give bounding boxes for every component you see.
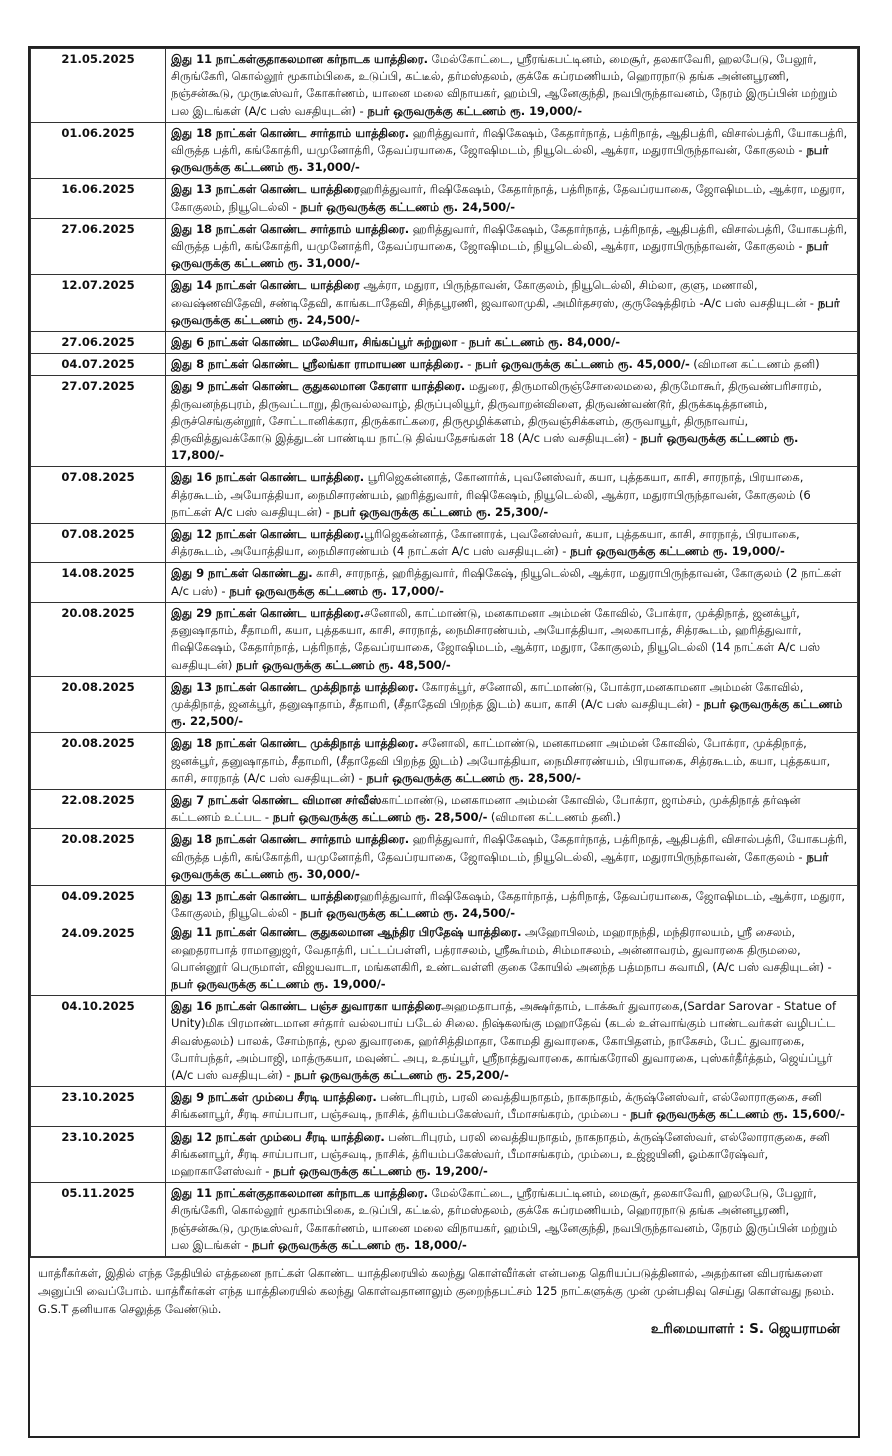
tour-places: பூரிஜெகன்னாத், கோனாரக், புவனேஸ்வர், கயா, புத்தகயா, காசி, சாரநாத், பிரயாகை, சித்ரகூடம், அயோத்தியா, நைமிசாரண்யம் (4 நாட்கள் A/c பஸ் வசதியுடன்) - <box>171 527 800 559</box>
tour-description-cell <box>166 996 858 1087</box>
tour-row <box>31 733 858 790</box>
tour-title: இது 12 நாட்கள் மும்பை சீரடி யாத்திரை. <box>171 1129 385 1144</box>
tour-title: இது 18 நாட்கள் கொண்ட சார்தாம் யாத்திரை. <box>171 125 410 140</box>
tour-places: ஹரித்துவார், ரிஷிகேஷம், கேதார்நாத், பத்ரிநாத், ஆதிபத்ரி, விசால்பத்ரி, யோகபத்ரி, விருத்த பத்ரி, கங்கோத்ரி, யமுனோத்ரி, தேவப்ரயாகை, ஜோஷிமடம், நியூடெல்லி, ஆக்ரா, மதுராபிருந்தாவன், கோகுலம் - <box>171 125 848 158</box>
tour-title: இது 18 நாட்கள் கொண்ட முக்திநாத் யாத்திரை. <box>171 736 419 751</box>
tour-row <box>31 179 858 218</box>
tour-description <box>171 565 852 599</box>
tour-date-cell <box>31 467 166 524</box>
tour-date-cell <box>31 49 166 123</box>
tour-title: இது 18 நாட்கள் கொண்ட சார்தாம் யாத்திரை. <box>171 221 410 236</box>
tour-date-cell <box>31 829 166 886</box>
tour-description-cell <box>166 1183 858 1257</box>
tour-row <box>31 1087 858 1126</box>
tour-fee: நபர் ஒருவருக்கு கட்டணம் ரூ. 19,000/- <box>171 976 386 991</box>
tour-row <box>31 996 858 1087</box>
tour-description <box>171 888 852 922</box>
tour-places: சனோலி, காட்மாண்டு, மனகாமனா அம்மன் கோவில், போக்ரா, முக்திநாத், ஜனக்பூர், தனுஷாதாம், சீதாமரி, கயா, புத்தகயா, காசி, சாரநாத், நைமிசாரண்யம், அயோத்தியா, அலகாபாத், சித்ரகூடம், ஹரித்துவார், ரிஷிகேஷம், கேதார்நாத், பத்ரிநாத், தேவப்ரயாகை, ஜோஷிமடம், ஆக்ரா, மதுரா, கோகுலம், நியூடெல்லி (14 நாட்கள் A/c பஸ் வசதியுடன்) <box>171 605 821 672</box>
tour-date-cell <box>31 563 166 602</box>
tour-date-cell <box>31 275 166 332</box>
tour-places: காட்மாண்டு, மனகாமனா அம்மன் கோவில், போக்ரா, ஜாம்சம், முக்திநாத் தர்ஷன் கட்டணம் உட்பட - <box>171 792 801 825</box>
tour-date-cell <box>31 122 166 179</box>
tour-title: இது 13 நாட்கள் கொண்ட யாத்திரை <box>171 182 360 197</box>
tour-row <box>31 885 858 995</box>
tour-description-cell <box>166 275 858 332</box>
tour-description-cell <box>166 563 858 602</box>
tour-description <box>171 998 852 1084</box>
tour-description <box>171 221 852 273</box>
tour-description-cell <box>166 524 858 563</box>
tour-date: 12.07.2025 <box>61 278 135 293</box>
tour-date: 01.06.2025 <box>61 125 135 140</box>
tour-date-cell <box>31 676 166 733</box>
tour-description <box>171 735 852 787</box>
tour-fee: நபர் ஒருவருக்கு கட்டணம் ரூ. 24,500/- <box>171 295 840 327</box>
tour-row <box>31 275 858 332</box>
tour-fee: நபர் ஒருவருக்கு கட்டணம் ரூ. 25,300/- <box>329 504 549 519</box>
tour-places: பண்டரிபுரம், பரலி வைத்தியநாதம், நாகநாதம், க்ருஷ்னேஸ்வர், எல்லோராகுகை, சனி சிங்கனாபூர், சீரடி சாய்பாபா, பஞ்சவடி, நாசிக், த்ரியம்பகேஸ்வர், பீமாசங்கரம், மும்பை - <box>171 1090 822 1122</box>
tour-places: - <box>457 335 465 350</box>
tour-date-cell <box>31 733 166 790</box>
tour-date: 07.08.2025 <box>61 527 135 542</box>
tour-title: இது 9 நாட்கள் மும்பை சீரடி யாத்திரை. <box>171 1090 377 1105</box>
tour-row <box>31 789 858 828</box>
tour-fee: நபர் ஒருவருக்கு கட்டணம் ரூ. 31,000/- <box>171 239 829 271</box>
tour-date-cell <box>31 354 166 376</box>
tour-schedule-sheet <box>28 46 860 1438</box>
tour-places: ஹரித்துவார், ரிஷிகேஷம், கேதார்நாத், பத்ரிநாத், ஆதிபத்ரி, விசால்பத்ரி, யோகபத்ரி, விருத்த பத்ரி, கங்கோத்ரி, யமுனோத்ரி, தேவப்ரயாகை, ஜோஷிமடம், நியூடெல்லி, ஆக்ரா, மதுராபிருந்தாவன், கோகுலம் - <box>171 832 848 864</box>
tour-description <box>171 125 852 177</box>
tour-description-cell <box>166 49 858 123</box>
tour-title: இது 18 நாட்கள் கொண்ட சார்தாம் யாத்திரை. <box>171 832 410 847</box>
tour-date: 14.08.2025 <box>61 566 135 581</box>
tour-description-cell <box>166 354 858 376</box>
tour-description-cell <box>166 376 858 467</box>
tour-description-cell <box>166 676 858 733</box>
tour-date: 16.06.2025 <box>61 182 135 197</box>
tour-row <box>31 1126 858 1183</box>
tour-title: இது 11 நாட்கள்குதாகலமான கர்நாடக யாத்திரை. <box>171 1186 428 1201</box>
tour-description <box>171 924 852 993</box>
tour-date-cell <box>31 1126 166 1183</box>
tour-description-cell <box>166 218 858 275</box>
tour-title: இது 13 நாட்கள் கொண்ட முக்திநாத் யாத்திரை. <box>171 679 419 694</box>
tour-date: 27.06.2025 <box>61 335 135 350</box>
tour-title: இது 9 நாட்கள் கொண்டது. <box>171 566 313 581</box>
tour-fee: நபர் ஒருவருக்கு கட்டணம் ரூ. 19,000/- <box>566 544 785 559</box>
tour-fee: நபர் ஒருவருக்கு கட்டணம் ரூ. 17,000/- <box>225 583 444 598</box>
tour-description-cell <box>166 885 858 995</box>
tour-date-cell <box>31 524 166 563</box>
tour-date: 27.07.2025 <box>61 379 135 394</box>
tour-description <box>171 334 852 351</box>
tour-date: 27.06.2025 <box>61 221 135 236</box>
tour-description-cell <box>166 733 858 790</box>
tour-fee: நபர் ஒருவருக்கு கட்டணம் ரூ. 19,000/- <box>363 103 582 118</box>
tour-places: அஹமதாபாத், அக்ஷர்தாம், டாக்கூர் துவாரகை,(Sardar Sarovar - Statue of Unity)மிக பிரமாண்டமான சர்தார் வல்லபாய் படேல் சிலை. நிஷ்கலங்கு மஹாதேவ் (கடல் உள்வாங்கும் பாண்டவர்கள் வழிபட்ட சிவஸ்தலம்) பாலக், சோம்நாத், மூல துவாரகை, ஹர்சித்திமாதா, கோமதி துவாரகை, கோபிதளம், நாகேசம், பேட் துவாரகை, போர்பந்தர், அம்பாஜி, மாத்ருகயா, மவுண்ட் அபு, உதய்பூர், ஸ்ரீநாத்துவாரகை, காங்கரோலி துவாரகை, புஸ்கர்தீர்த்தம், ஜெய்ப்பூர் (A/c பஸ் வசதியுடன்) - <box>171 999 836 1082</box>
tour-places: அஹோபிலம், மஹாநந்தி, மந்திராலயம், ஸ்ரீ சைலம், ஹைதராபாத் ராமானுஜர், வேதாத்ரி, பட்டப்பள்ளி, பத்ராசலம், ஸ்ரீகூர்மம், சிம்மாசலம், அன்னாவரம், துவாரகை திருமலை, பொன்னூர் பெருமாள், விஜயவாடா, மங்களகிரி, உண்டவள்ளி குகை கோயில் அனந்த பத்மநாப சுவாமி, (A/c பஸ் வசதியுடன்) - <box>171 925 832 974</box>
tour-date-cell <box>31 602 166 676</box>
tour-description <box>171 277 852 329</box>
tour-description <box>171 378 852 464</box>
tour-date: 20.08.2025 <box>61 679 135 694</box>
tour-description <box>171 51 852 120</box>
tour-description-cell <box>166 122 858 179</box>
tour-fee: நபர் ஒருவருக்கு கட்டணம் ரூ. 17,800/- <box>171 431 799 463</box>
tour-row <box>31 602 858 676</box>
tour-date: 22.08.2025 <box>61 792 135 807</box>
tour-description <box>171 831 852 883</box>
tour-title: இது 14 நாட்கள் கொண்ட யாத்திரை <box>171 278 360 293</box>
tour-date-cell <box>31 789 166 828</box>
tour-description-cell <box>166 332 858 354</box>
tour-row <box>31 218 858 275</box>
owner-signature: உரிமையாளர் : S. ஜெயராமன் <box>650 1321 840 1337</box>
tour-date: 04.09.2025 <box>61 888 135 903</box>
tour-fee: நபர் ஒருவருக்கு கட்டணம் ரூ. 18,000/- <box>248 1237 467 1252</box>
tour-title: இது 29 நாட்கள் கொண்ட யாத்திரை. <box>171 605 365 620</box>
tour-date-cell <box>31 996 166 1087</box>
tour-row <box>31 49 858 123</box>
tour-fee: நபர் ஒருவருக்கு கட்டணம் ரூ. 19,200/- <box>269 1163 488 1178</box>
tour-description <box>171 792 852 826</box>
tour-description <box>171 1185 852 1254</box>
tour-places: ஆக்ரா, மதுரா, பிருந்தாவன், கோகுலம், நியூடெல்லி, சிம்லா, குளு, மணாலி, வைஷ்ணவிதேவி, சண்டிதேவி, காங்கடாதேவி, சிந்தபூரணி, ஜவாலாமுகி, அமிர்தசரஸ், குருஷேத்திரம் -A/c பஸ் வசதியுடன் - <box>171 278 814 310</box>
tour-title: இது 11 நாட்கள் கொண்ட குதுகலமான ஆந்திர பிரதேஷ் யாத்திரை. <box>171 925 522 940</box>
tour-date: 20.08.2025 <box>61 736 135 751</box>
tour-description <box>171 1089 852 1123</box>
tour-title: இது 13 நாட்கள் கொண்ட யாத்திரை <box>171 888 360 903</box>
tour-date-cell <box>31 376 166 467</box>
tour-places: காசி, சாரநாத், ஹரித்துவார், ரிஷிகேஷ், நியூடெல்லி, ஆக்ரா, மதுராபிருந்தாவன், கோகுலம் (2 நாட்கள் A/c பஸ்) - <box>171 566 842 598</box>
tour-fee: நபர் ஒருவருக்கு கட்டணம் ரூ. 25,200/- <box>290 1067 509 1082</box>
booking-note: யாத்ரீகர்கள், இதில் எந்த தேதியில் எத்தனை நாட்கள் கொண்ட யாத்திரையில் கலந்து கொள்வீர்கள் என்பதை தெரியப்படுத்தினால், அதற்கான விபரங்களை அனுப்பி வைப்போம். யாத்ரீகர்கள் எந்த யாத்திரையில் கலந்து கொள்வதானாலும் குறைந்தபட்சம் 125 நாட்களுக்கு முன் முன்பதிவு செய்து கொள்வது நலம். G.S.T தனியாக செலுத்த வேண்டும். <box>38 1266 835 1316</box>
tour-note: (விமான கட்டணம் தனி.) <box>487 810 621 825</box>
tour-description-cell <box>166 789 858 828</box>
tour-date: 21.05.2025 <box>61 52 135 66</box>
tour-description-cell <box>166 602 858 676</box>
tour-note: (விமான கட்டணம் தனி) <box>689 357 820 372</box>
tour-row <box>31 1183 858 1257</box>
tour-description-cell <box>166 1126 858 1183</box>
tour-fee: நபர் ஒருவருக்கு கட்டணம் ரூ. 28,500/- <box>268 810 488 825</box>
tour-description <box>171 1129 852 1181</box>
tour-description-cell <box>166 829 858 886</box>
tour-date-cell <box>31 218 166 275</box>
tour-title: இது 7 நாட்கள் கொண்ட விமான சர்வீஸ் <box>171 792 382 807</box>
tour-row <box>31 376 858 467</box>
tour-date-cell <box>31 332 166 354</box>
tour-row <box>31 332 858 354</box>
tour-row <box>31 676 858 733</box>
tour-description <box>171 469 852 521</box>
tour-date: 23.10.2025 <box>61 1129 135 1144</box>
tour-row <box>31 563 858 602</box>
tour-description-cell <box>166 467 858 524</box>
tour-schedule-table <box>30 48 858 1257</box>
tour-places: மேல்கோட்டை, ஸ்ரீரங்கபட்டினம், மைசூர், தலகாவேரி, ஹலபேடு, பேலூர், சிருங்கேரி, கொல்லூர் மூகாம்பிகை, உடுப்பி, கட்டீல், தர்மஸ்தலம், குக்கே சுப்ரமணியம், ஹொரநாடு தங்க அன்னபூரணி, நஞ்சன்கூடு, முருடீஸ்வர், கோகர்ணம், யானை மலை விநாயகர், ஹம்பி, ஆனேகுந்தி, நவபிருந்தாவனம், நேரம் இருப்பின் மற்றும் பல இடங்கள் - <box>171 1186 838 1252</box>
tour-date: 05.11.2025 <box>61 1186 135 1201</box>
tour-fee: நபர் ஒருவருக்கு கட்டணம் ரூ. 48,500/- <box>232 657 451 672</box>
tour-places: பூரிஜெகன்னாத், கோனார்க், புவனேஸ்வர், கயா, புத்தகயா, காசி, சாரநாத், பிரயாகை, சித்ரகூடம், அயோத்தியா, நைமிசாரண்யம், ஹரித்துவார், ரிஷிகேஷம், நியூடெல்லி, ஆக்ரா, மதுராபிருந்தாவன், கோகுலம் (6 நாட்கள் A/c பஸ் வசதியுடன்) - <box>171 470 811 519</box>
tour-date: 20.08.2025 <box>61 605 135 620</box>
tour-description <box>171 679 852 731</box>
tour-places: மதுரை, திருமாலிருஞ்சோலைமலை, திருமோகூர், திருவண்பரிசாரம், திருவனந்தபுரம், திருவட்டாறு, திருவல்லவாழ், திருப்புலியூர், திருவாறன்விளை, திருவண்வண்டூர், திருக்கடித்தானம், திருச்செங்குன்றூர், சோட்டானிக்கரா, திருக்காட்கரை, திருமூழிக்களம், திருவஞ்சிக்களம், குருவாயூர், திருநாவாய், திருவித்துவக்கோடு இத்துடன் பாண்டிய நாட்டு திவ்யதேசங்கள் 18 (A/c பஸ் வசதியுடன்) - <box>171 379 822 446</box>
tour-places: பண்டரிபுரம், பரலி வைத்தியநாதம், நாகநாதம், க்ருஷ்னேஸ்வர், எல்லோராகுகை, சனி சிங்கனாபூர், சீரடி சாய்பாபா, பஞ்சவடி, நாசிக், த்ரியம்பகேஸ்வர், பீமாசங்கரம், மும்பை, உஜ்ஜயினி, ஓம்காரேஷ்வர், மஹாகாளேஸ்வர் - <box>171 1129 830 1178</box>
tour-fee: நபர் கட்டணம் ரூ. 84,000/- <box>464 335 620 350</box>
tour-description-cell <box>166 1087 858 1126</box>
tour-places: சனோலி, காட்மாண்டு, மனகாமனா அம்மன் கோவில், போக்ரா, முக்திநாத், ஜனக்பூர், தனுஷாதாம், சீதாமரி, (சீதாதேவி பிறந்த இடம்) அயோத்தியா, நைமிசாரண்யம், பிரயாகை, சித்ரகூடம், கயா, புத்தகயா, காசி, சாரநாத் (A/c பஸ் வசதியுடன்) - <box>171 736 831 785</box>
tour-places: - <box>463 357 472 372</box>
tour-title: இது 8 நாட்கள் கொண்ட ஸ்ரீலங்கா ராமாயண யாத்திரை. <box>171 357 464 372</box>
tour-row <box>31 354 858 376</box>
tour-date: 04.10.2025 <box>61 999 135 1014</box>
tour-title: இது 6 நாட்கள் கொண்ட மலேசியா, சிங்கப்பூர் சுற்றுலா <box>171 335 458 350</box>
tour-fee: நபர் ஒருவருக்கு கட்டணம் ரூ. 31,000/- <box>171 143 829 175</box>
tour-title: இது 12 நாட்கள் கொண்ட யாத்திரை. <box>171 527 365 542</box>
tour-date: 23.10.2025 <box>61 1090 135 1105</box>
tour-row <box>31 829 858 886</box>
tour-description <box>171 356 852 373</box>
footer <box>30 1257 858 1338</box>
tour-date-cell <box>31 885 166 995</box>
tour-date: 20.08.2025 <box>61 832 135 847</box>
tour-description <box>171 526 852 560</box>
tour-description <box>171 605 852 674</box>
tour-description-cell <box>166 179 858 218</box>
tour-date-cell <box>31 1183 166 1257</box>
tour-description <box>171 181 852 215</box>
tour-fee: நபர் ஒருவருக்கு கட்டணம் ரூ. 28,500/- <box>362 770 581 785</box>
tour-title: இது 11 நாட்கள்குதாகலமான கர்நாடக யாத்திரை. <box>171 52 428 66</box>
tour-row <box>31 467 858 524</box>
tour-date: 24.09.2025 <box>61 926 135 941</box>
tour-places: ஹரித்துவார், ரிஷிகேஷம், கேதார்நாத், பத்ரிநாத், ஆதிபத்ரி, விசால்பத்ரி, யோகபத்ரி, விருத்த பத்ரி, கங்கோத்ரி, யமுனோத்ரி, தேவப்ரயாகை, ஜோஷிமடம், நியூடெல்லி, ஆக்ரா, மதுராபிருந்தாவன், கோகுலம் - <box>171 221 848 254</box>
tour-date-cell <box>31 1087 166 1126</box>
tour-fee: நபர் ஒருவருக்கு கட்டணம் ரூ. 45,000/- <box>471 357 690 372</box>
tour-places: ஹரித்துவார், ரிஷிகேஷம், கேதார்நாத், பத்ரிநாத், தேவப்ரயாகை, ஜோஷிமடம், ஆக்ரா, மதுரா, கோகுலம், நியூடெல்லி - <box>171 182 845 214</box>
tour-row <box>31 524 858 563</box>
tour-fee: நபர் ஒருவருக்கு கட்டணம் ரூ. 24,500/- <box>296 906 515 921</box>
tour-row <box>31 122 858 179</box>
tour-places: கோரக்பூர், சனோலி, காட்மாண்டு, போக்ரா,மனகாமனா அம்மன் கோவில், முக்திநாத், ஜனக்பூர், தனுஷாதாம், சீதாமரி, (சீதாதேவி பிறந்த இடம்) கயா, காசி (A/c பஸ் வசதியுடன்) - <box>171 679 804 711</box>
tour-fee: நபர் ஒருவருக்கு கட்டணம் ரூ. 24,500/- <box>296 199 515 214</box>
tour-date-cell <box>31 179 166 218</box>
tour-title: இது 16 நாட்கள் கொண்ட பஞ்ச துவாரகா யாத்திரை <box>171 999 442 1014</box>
tour-date: 07.08.2025 <box>61 470 135 485</box>
tour-date: 04.07.2025 <box>61 357 135 372</box>
tour-fee: நபர் ஒருவருக்கு கட்டணம் ரூ. 30,000/- <box>171 849 829 881</box>
tour-title: இது 9 நாட்கள் கொண்ட குதுகலமான கேரளா யாத்திரை. <box>171 379 466 394</box>
tour-places: ஹரித்துவார், ரிஷிகேஷம், கேதார்நாத், பத்ரிநாத், தேவப்ரயாகை, ஜோஷிமடம், ஆக்ரா, மதுரா, கோகுலம், நியூடெல்லி - <box>171 888 845 921</box>
tour-fee: நபர் ஒருவருக்கு கட்டணம் ரூ. 15,600/- <box>626 1107 845 1122</box>
tour-fee: நபர் ஒருவருக்கு கட்டணம் ரூ. 22,500/- <box>171 696 843 729</box>
tour-title: இது 16 நாட்கள் கொண்ட யாத்திரை. <box>171 470 365 485</box>
tour-places: மேல்கோட்டை, ஸ்ரீரங்கபட்டினம், மைசூர், தலகாவேரி, ஹலபேடு, பேலூர், சிருங்கேரி, கொல்லூர் மூகாம்பிகை, உடுப்பி, கட்டீல், தர்மஸ்தலம், குக்கே சுப்ரமணியம், ஹொரநாடு தங்க அன்னபூரணி, நஞ்சன்கூடு, முருடீஸ்வர், கோகர்ணம், யானை மலை விநாயகர், ஹம்பி, ஆனேகுந்தி, நவபிருந்தாவனம், நேரம் இருப்பின் மற்றும் பல இடங்கள் (A/c பஸ் வசதியுடன்) - <box>171 52 838 118</box>
